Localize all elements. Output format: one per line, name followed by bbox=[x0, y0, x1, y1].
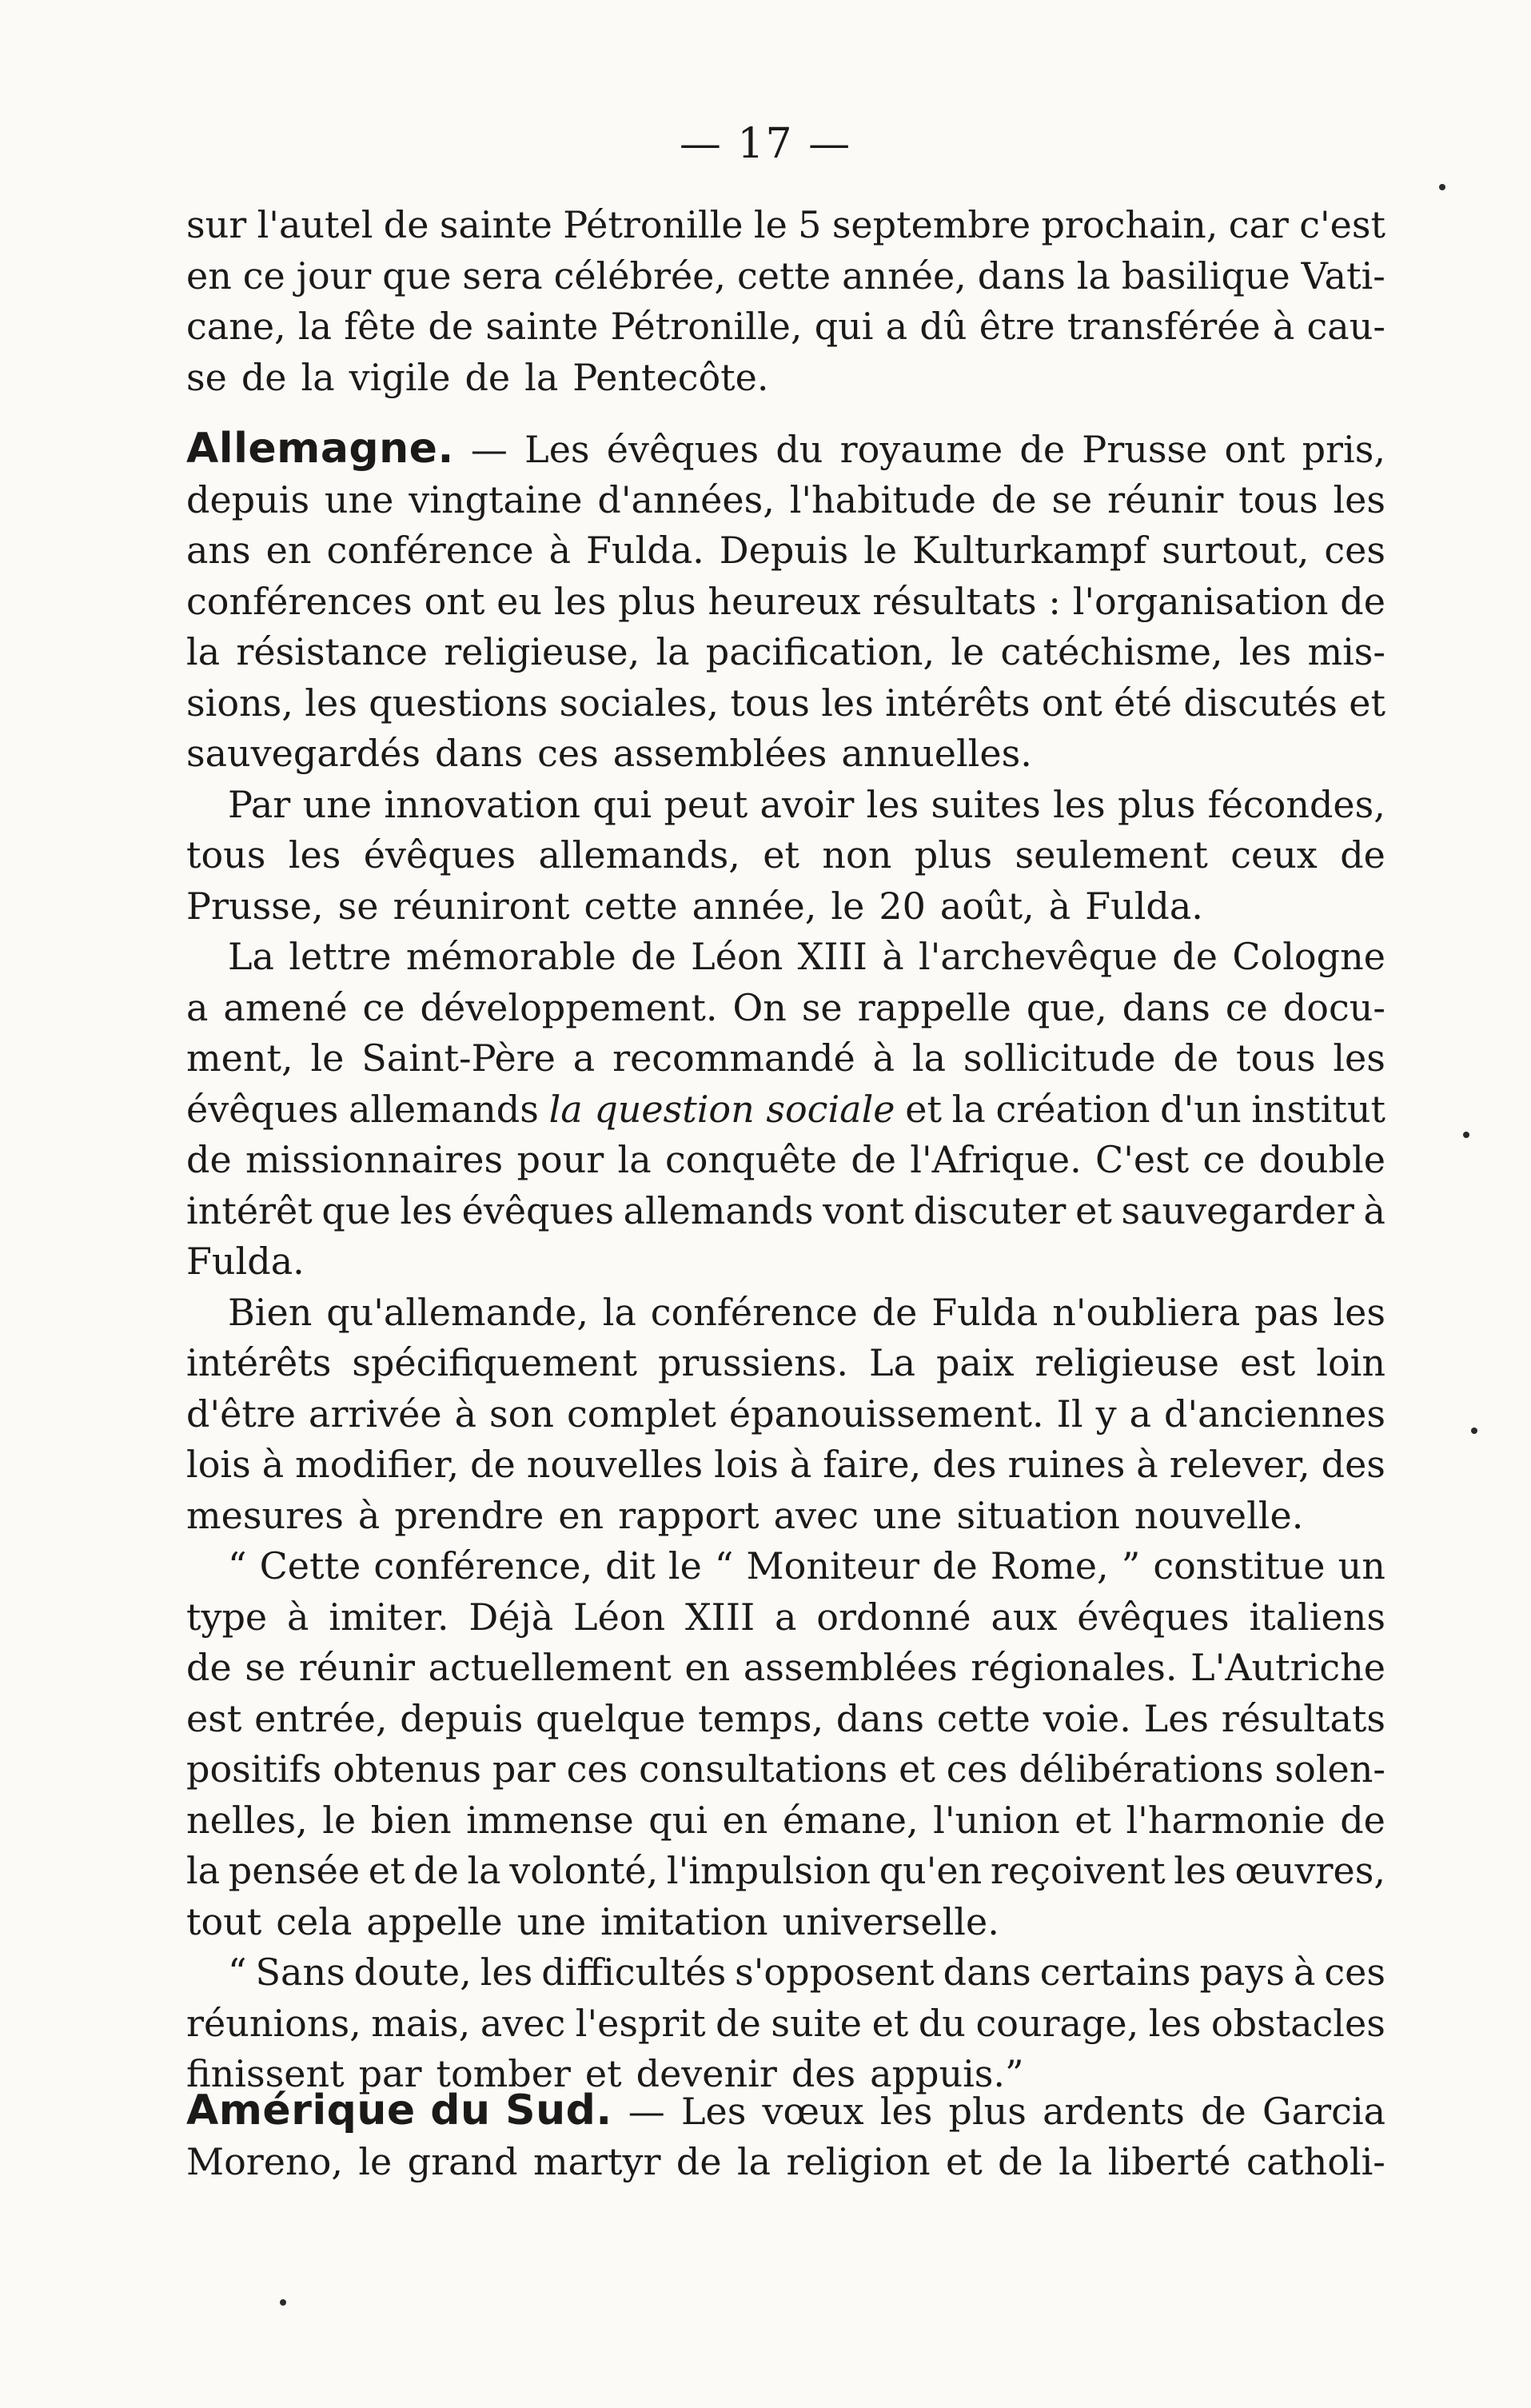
text-line: est entrée, depuis quelque temps, dans cette voie. Les résultats bbox=[186, 1696, 1385, 1740]
text-line: positifs obtenus par ces consultations et ces délibérations solen- bbox=[186, 1747, 1385, 1791]
text-line: ment, le Saint-Père a recommandé à la sollicitude de tous les bbox=[186, 1036, 1385, 1080]
text-line: a amené ce développement. On se rappelle que, dans ce docu- bbox=[186, 985, 1385, 1029]
text-line: mesures à prendre en rapport avec une situation nouvelle. bbox=[186, 1493, 1304, 1537]
print-speck bbox=[280, 2299, 286, 2306]
text-line: Fulda. bbox=[186, 1240, 305, 1283]
section-heading: Allemagne. bbox=[186, 425, 454, 473]
print-speck bbox=[1463, 1132, 1469, 1138]
text-line: finissent par tomber et devenir des appuis.” bbox=[186, 2052, 1024, 2095]
text-line: tous les évêques allemands, et non plus seulement ceux de bbox=[186, 833, 1385, 877]
text-line: évêques allemands la question sociale et la création d'un institut bbox=[186, 1084, 1385, 1136]
text-line: de se réunir actuellement en assemblées régionales. L'Autriche bbox=[186, 1646, 1385, 1689]
text-line: intérêt que les évêques allemands vont discuter et sauvegarder à bbox=[186, 1188, 1385, 1232]
print-speck bbox=[1439, 184, 1445, 190]
text-line: réunions, mais, avec l'esprit de suite et du courage, les obstacles bbox=[186, 2001, 1385, 2045]
text-line: type à imiter. Déjà Léon XIII a ordonné aux évêques italiens bbox=[186, 1595, 1385, 1639]
text-line: intérêts spécifiquement prussiens. La paix religieuse est loin bbox=[186, 1341, 1385, 1384]
section-heading: Amérique du Sud. bbox=[186, 2087, 612, 2134]
text-line: Prusse, se réuniront cette année, le 20 août, à Fulda. bbox=[186, 884, 1203, 928]
text-line: d'être arrivée à son complet épanouissement. Il y a d'anciennes bbox=[186, 1392, 1385, 1436]
italic-phrase: la question sociale bbox=[548, 1087, 895, 1131]
text-line: la pensée et de la volonté, l'impulsion qu'en reçoivent les œuvres, bbox=[186, 1849, 1385, 1892]
text-line: sur l'autel de sainte Pétronille le 5 septembre prochain, car c'est bbox=[186, 203, 1385, 246]
print-speck bbox=[1471, 1428, 1477, 1434]
page-number: — 17 — bbox=[679, 120, 852, 168]
text-line: cane, la fête de sainte Pétronille, qui a dû être transférée à cau- bbox=[186, 305, 1385, 348]
text-line: tout cela appelle une imitation universelle. bbox=[186, 1899, 999, 1943]
text-line: Par une innovation qui peut avoir les suites les plus fécondes, bbox=[228, 782, 1385, 826]
text-line: Moreno, le grand martyr de la religion et de la liberté catholi- bbox=[186, 2139, 1385, 2183]
text-line: depuis une vingtaine d'années, l'habitude de se réunir tous les bbox=[186, 477, 1385, 521]
text-line: “ Sans doute, les difficultés s'opposent dans certains pays à ces bbox=[228, 1951, 1385, 1994]
text-line: Bien qu'allemande, la conférence de Fulda n'oubliera pas les bbox=[228, 1290, 1385, 1334]
text-line: lois à modifier, de nouvelles lois à faire, des ruines à relever, des bbox=[186, 1443, 1385, 1486]
text-line: en ce jour que sera célébrée, cette année, dans la basilique Vati- bbox=[186, 254, 1385, 298]
text-line: Amérique du Sud. — Les vœux les plus ardents de Garcia bbox=[186, 2086, 1385, 2137]
text-line: sions, les questions sociales, tous les intérêts ont été discutés et bbox=[186, 681, 1385, 725]
section-amerique-du-sud bbox=[186, 2086, 1385, 2187]
text-line: La lettre mémorable de Léon XIII à l'archevêque de Cologne bbox=[228, 935, 1385, 978]
text-line: Allemagne. — Les évêques du royaume de Prusse ont pris, bbox=[186, 424, 1385, 475]
text-line: la résistance religieuse, la pacification, le catéchisme, les mis- bbox=[186, 630, 1385, 673]
text-line: ans en conférence à Fulda. Depuis le Kulturkampf surtout, ces bbox=[186, 529, 1385, 572]
text-line: “ Cette conférence, dit le “ Moniteur de Rome, ” constitue un bbox=[228, 1544, 1385, 1587]
text-line: conférences ont eu les plus heureux résultats : l'organisation de bbox=[186, 579, 1385, 623]
paragraph-continuation bbox=[186, 200, 1385, 403]
text-line: de missionnaires pour la conquête de l'Afrique. C'est ce double bbox=[186, 1138, 1385, 1181]
text-line: nelles, le bien immense qui en émane, l'union et l'harmonie de bbox=[186, 1798, 1385, 1842]
text-line: se de la vigile de la Pentecôte. bbox=[186, 355, 769, 399]
section-allemagne bbox=[186, 424, 1385, 2100]
text-line: sauvegardés dans ces assemblées annuelles. bbox=[186, 732, 1032, 775]
